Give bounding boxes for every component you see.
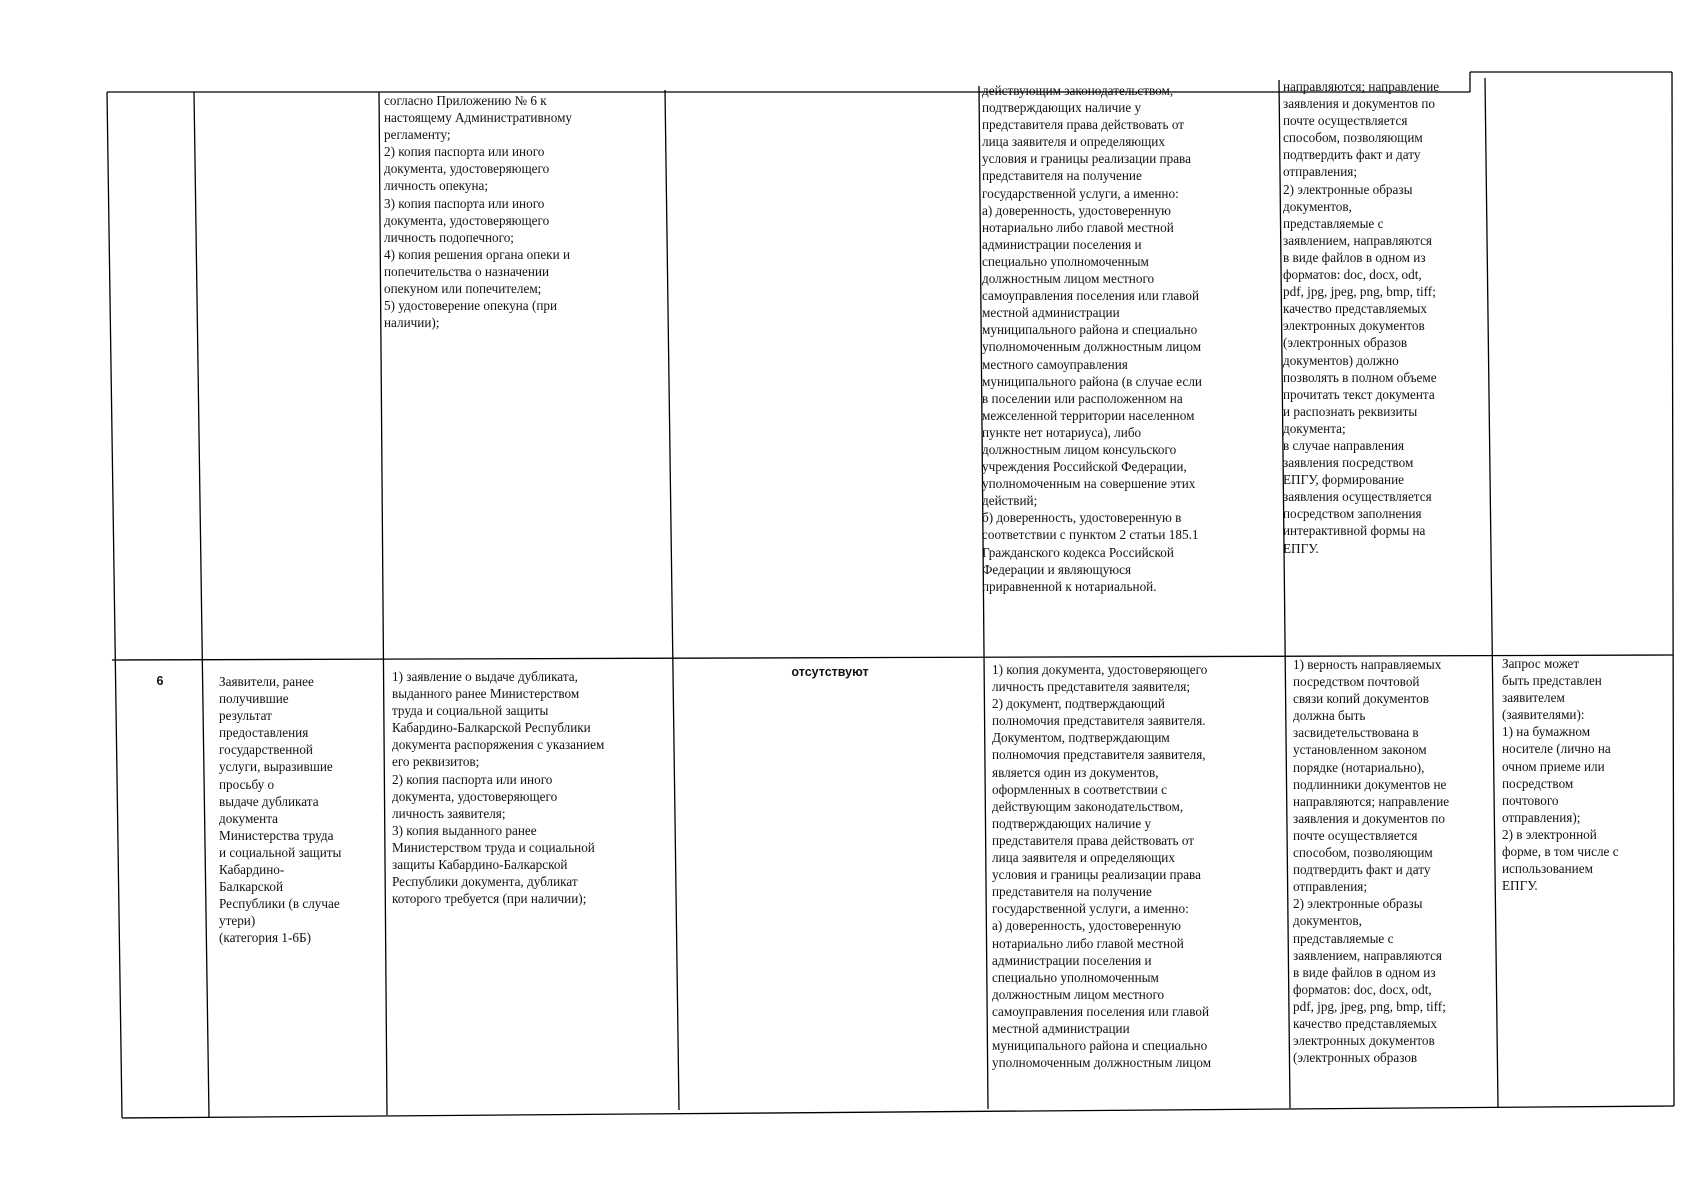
row6-absent-cell: отсутствуют [791,665,869,679]
row5-representative-documents-cell: действующим законодательством, подтверждающих наличие у представителя права действовать от лица заявителя и определяющих условия и границы реализации права представителя на получение государственной услуги, а именно: а) доверенность, удостоверенную нотариально либо главой местной администрации поселения и специально уполномоченным должностным лицом местного самоуправления поселения или главой местной администрации муниципального района и специально уполномоченным должностным лицом местного самоуправления муниципального района (в случае если в поселении или расположенном на межселенной территории населенном пункте нет нотариуса), либо должностным лицом консульского учреждения Российской Федерации, уполномоченным на совершение этих действий; б) доверенность, удостоверенную в соответствии с пунктом 2 статьи 185.1 Гражданского кодекса Российской Федерации и являющуюся приравненной к нотариальной. [982,83,1202,594]
row6-submission-cell: Запрос может быть представлен заявителем (заявителями): 1) на бумажном носителе (лично на очном приеме или посредством почтового отправления); 2) в электронной форме, в том числе с использованием ЕПГУ. [1502,656,1619,894]
row6-applicant-category-cell: Заявители, ранее получившие результат предоставления государственной услуги, выразившие просьбу о выдаче дубликата документа Министерства труда и социальной защиты Кабардино- Балкарской Республики (в случае утери) (категория 1-6Б) [219,674,342,946]
row6-documents-cell: 1) заявление о выдаче дубликата, выданного ранее Министерством труда и социальной защиты Кабардино-Балкарской Республики документа распоряжения с указанием его реквизитов; 2) копия паспорта или иного документа, удостоверяющего личность заявителя; 3) копия выданного ранее Министерством труда и социальной защиты Кабардино-Балкарской Республики документа, дубликат которого требуется (при наличии); [392,669,605,907]
row5-requirements-cell: направляются; направление заявления и документов по почте осуществляется способом, позволяющим подтвердить факт и дату отправления; 2) электронные образы документов, представляемые с заявлением, направляются в виде файлов в одном из форматов: doc, docx, odt, pdf, jpg, jpeg, png, bmp, tiff; качество представляемых электронных документов (электронных образов документов) должно позволять в полном объеме прочитать текст документа и распознать реквизиты документа; в случае направления заявления посредством ЕПГУ, формирование заявления осуществляется посредством заполнения интерактивной формы на ЕПГУ. [1283,79,1440,556]
row6-number: 6 [156,674,164,688]
row6-requirements-cell: 1) верность направляемых посредством почтовой связи копий документов должна быть засвидетельствована в установленном законом порядке (нотариально), подлинники документов не направляются; направление заявления и документов по почте осуществляется способом, позволяющим подтвердить факт и дату отправления; 2) электронные образы документов, представляемые с заявлением, направляются в виде файлов в одном из форматов: doc, docx, odt, pdf, jpg, jpeg, png, bmp, tiff; качество представляемых электронных документов (электронных образов [1293,657,1450,1066]
row5-documents-cell: согласно Приложению № 6 к настоящему Административному регламенту; 2) копия паспорта или иного документа, удостоверяющего личность опекуна; 3) копия паспорта или иного документа, удостоверяющего личность подопечного; 4) копия решения органа опеки и попечительства о назначении опекуном или попечителем; 5) удостоверение опекуна (при наличии); [384,93,573,331]
row6-representative-documents-cell: 1) копия документа, удостоверяющего личность представителя заявителя; 2) документ, подтверждающий полномочия представителя заявителя. Документом, подтверждающим полномочия представителя заявителя, является один из документов, оформленных в соответствии с действующим законодательством, подтверждающих наличие у представителя права действовать от лица заявителя и определяющих условия и границы реализации права представителя на получение государственной услуги, а именно: а) доверенность, удостоверенную нотариально либо главой местной администрации поселения и специально уполномоченным должностным лицом местного самоуправления поселения или главой местной администрации муниципального района и специально уполномоченным должностным лицом [992,662,1212,1071]
